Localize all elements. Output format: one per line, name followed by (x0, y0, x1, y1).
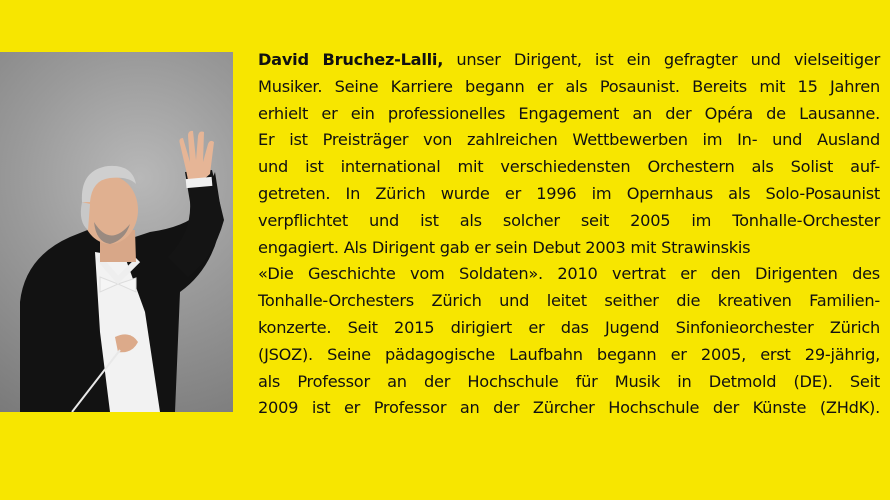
bio-line-9: «Die Geschichte vom Soldaten». 2010 vertrat er den Dirigenten des (258, 264, 880, 284)
bio-line-8: engagiert. Als Dirigent gab er sein Debut 2003 mit Strawinskis (258, 237, 751, 257)
bio-line-6: getreten. In Zürich wurde er 1996 im Opernhaus als Solo-Posaunist (258, 183, 880, 203)
bio-line-4: Er ist Preisträger von zahlreichen Wettbewerben im In- und Ausland (258, 130, 880, 150)
bio-line-1: David Bruchez-Lalli, unser Dirigent, ist ein gefragter und vielseitiger (258, 50, 880, 69)
biography-text (258, 47, 880, 422)
conductor-illustration (0, 52, 233, 412)
bio-line-11: konzerte. Seit 2015 dirigiert er das Jugend Sinfonieorchester Zürich (258, 317, 880, 337)
bio-line-14: 2009 ist er Professor an der Zürcher Hochschule der Künste (ZHdK). (258, 398, 880, 418)
bio-line-13: als Professor an der Hochschule für Musik in Detmold (DE). Seit (258, 371, 880, 391)
bio-line-7: verpflichtet und ist als solcher seit 2005 im Tonhalle-Orchester (258, 210, 880, 230)
bio-line-5: und ist international mit verschiedensten Orchestern als Solist auf- (258, 157, 880, 177)
bio-line-3: erhielt er ein professionelles Engagement an der Opéra de Lausanne. (258, 103, 880, 123)
bio-line-12: (JSOZ). Seine pädagogische Laufbahn begann er 2005, erst 29-jährig, (258, 344, 880, 364)
bio-line-10: Tonhalle-Orchesters Zürich und leitet seither die kreativen Familien- (258, 291, 880, 311)
conductor-photo (0, 52, 233, 412)
bio-line-2: Musiker. Seine Karriere begann er als Posaunist. Bereits mit 15 Jahren (258, 76, 880, 96)
conductor-name: David Bruchez-Lalli, (258, 50, 444, 69)
